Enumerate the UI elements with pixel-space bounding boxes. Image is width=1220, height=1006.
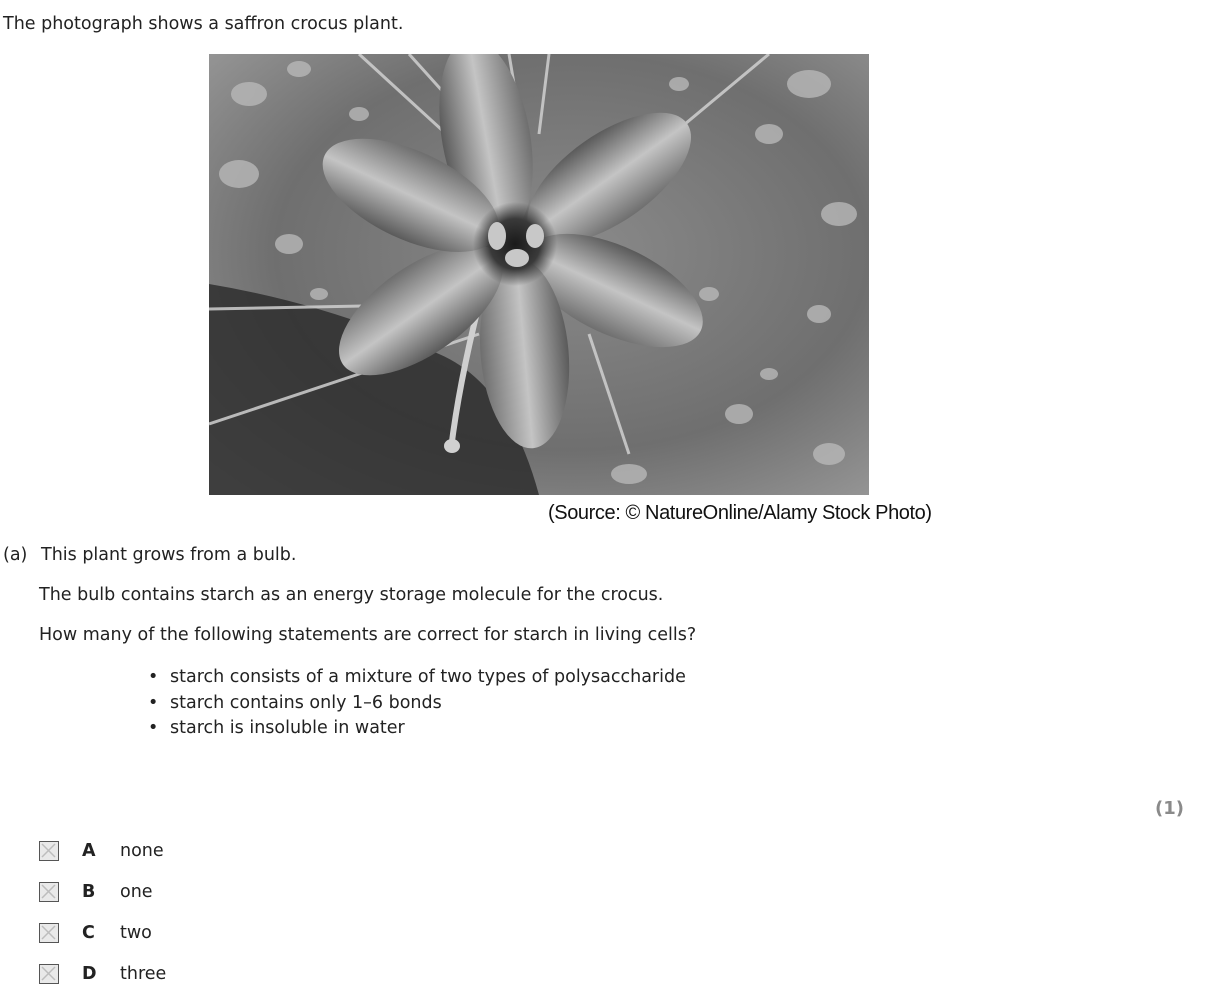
marks-label: (1): [1155, 798, 1184, 819]
part-label: (a): [3, 545, 28, 565]
option-c[interactable]: [39, 921, 152, 945]
statement-item: [148, 666, 686, 692]
question-part-a: [3, 545, 296, 565]
statement-text: starch is insoluble in water: [170, 718, 405, 738]
option-checkbox[interactable]: [39, 923, 59, 943]
option-d[interactable]: [39, 962, 167, 986]
question-prompt: How many of the following statements are correct for starch in living cells?: [39, 625, 697, 645]
statement-text: starch contains only 1–6 bonds: [170, 692, 442, 713]
option-checkbox[interactable]: [39, 841, 59, 861]
option-checkbox[interactable]: [39, 964, 59, 984]
option-text: one: [120, 882, 153, 902]
option-checkbox[interactable]: [39, 882, 59, 902]
bullet-icon: •: [148, 692, 159, 713]
statement-item: [148, 692, 686, 718]
statement-text: starch consists of a mixture of two types of polysaccharide: [170, 667, 686, 687]
option-a[interactable]: [39, 839, 164, 863]
part-text: This plant grows from a bulb.: [41, 545, 297, 565]
option-text: none: [120, 841, 164, 861]
question-paragraph-bulb: The bulb contains starch as an energy storage molecule for the crocus.: [39, 585, 664, 605]
option-text: two: [120, 923, 152, 943]
option-letter: B: [82, 882, 96, 902]
crocus-photo: [209, 54, 869, 495]
option-text: three: [120, 964, 167, 984]
option-letter: D: [82, 964, 97, 984]
option-letter: C: [82, 923, 95, 943]
bullet-icon: •: [148, 667, 159, 687]
photo-source-credit: (Source: © NatureOnline/Alamy Stock Photo): [548, 502, 932, 524]
statement-list: [148, 666, 686, 743]
statement-item: [148, 717, 686, 743]
option-letter: A: [82, 841, 96, 861]
bullet-icon: •: [148, 718, 159, 738]
option-b[interactable]: [39, 880, 153, 904]
intro-text: The photograph shows a saffron crocus plant.: [3, 14, 404, 34]
